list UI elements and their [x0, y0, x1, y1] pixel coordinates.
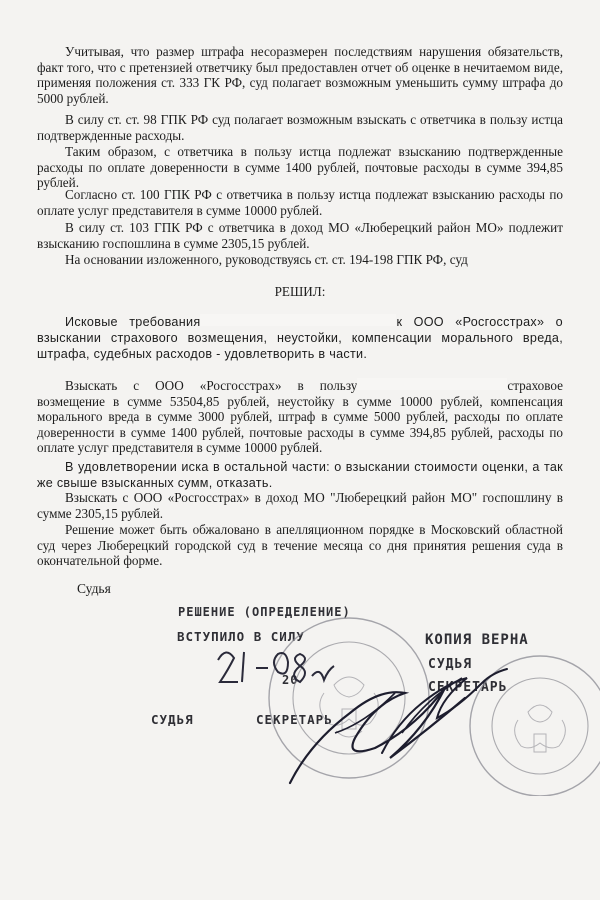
paragraph-penalty-reduction: Учитывая, что размер штрафа несоразмерен последствиям нарушения обязательств, факт того, что с претензией ответчику был предоставлен отчет об оценке в нечитаемом виде, применяя положения ст. 333 ГК РФ, суд полагает возможным уменьшить сумму штрафа до 5000 рублей. — [37, 44, 563, 106]
decision-heading — [37, 284, 563, 300]
stamp-year-prefix: 20 — [282, 673, 299, 687]
ruling-state-duty: Взыскать с ООО «Росгосстрах» в доход МО "Люберецкий район МО" госпошлину в сумме 2305,15 рублей. — [37, 490, 563, 521]
paragraph-representative-costs: Согласно ст. 100 ГПК РФ с ответчика в пользу истца подлежат взысканию расходы по оплате услуг представителя в сумме 10000 рублей. — [37, 187, 563, 218]
secretary-signature-icon — [372, 643, 522, 763]
paragraph-expenses-basis: В силу ст. ст. 98 ГПК РФ суд полагает возможным взыскать с ответчика в пользу истца подтвержденные расходы. — [37, 112, 563, 143]
paragraph-grounds: На основании изложенного, руководствуясь ст. ст. 194-198 ГПК РФ, суд — [65, 252, 468, 267]
stamp-copy-true: КОПИЯ ВЕРНА — [425, 632, 529, 648]
ruling-claims-rest: к ООО «Росгосстрах» о взыскании страхового возмещения, неустойки, компенсации морального вреда, штрафа, судебных расходов - удовлетворить в части. — [37, 315, 563, 361]
ruling-claims-start: Исковые требования — [65, 315, 201, 329]
ruling-appeal: Решение может быть обжаловано в апелляционном порядке в Московский областной суд через Люберецкий городской суд в течение месяца со дня принятия решения суда в окончательной форме. — [37, 522, 563, 569]
eagle-emblem-icon — [515, 705, 566, 752]
paragraph-state-duty: В силу ст. 103 ГПК РФ с ответчика в доход МО «Люберецкий район МО» подлежит взысканию госпошлина в сумме 2305,15 рублей. — [37, 220, 563, 251]
judge-label: Судья — [77, 581, 111, 596]
stamp-entered-force-subtitle: ВСТУПИЛО В СИЛУ — [177, 629, 305, 644]
decision-heading-text: РЕШИЛ: — [274, 284, 326, 299]
ruling-claims — [37, 314, 563, 362]
stamp-right-secretary-label: СЕКРЕТАРЬ — [428, 680, 508, 695]
stamp-judge-label: СУДЬЯ — [151, 712, 194, 727]
ruling-recover-rest: страховое возмещение в сумме 53504,85 рублей, неустойку в сумме 10000 рублей, компенсация морального вреда в сумме 3000 рублей, штраф в сумме 5000 рублей, расходы по оплате доверенности в сумме 1400 рублей, почтовые расходы в сумме 394,85 рублей, расходы по оплате услуг представителя в сумме 10000 рублей. — [37, 378, 563, 456]
ruling-rejection: В удовлетворении иска в остальной части: о взыскании стоимости оценки, а так же свыше взысканных сумм, отказать. — [37, 460, 563, 490]
ruling-recover-from-rosgosstrakh — [37, 378, 563, 456]
stamp-secretary-label: СЕКРЕТАРЬ — [256, 712, 333, 727]
stamp-entered-force-title: РЕШЕНИЕ (ОПРЕДЕЛЕНИЕ) — [178, 605, 351, 619]
redacted-plaintiff-name-2 — [357, 378, 507, 390]
stamp-right-judge-label: СУДЬЯ — [428, 657, 473, 672]
ruling-recover-start: Взыскать с ООО «Росгосстрах» в пользу — [65, 378, 358, 393]
paragraph-confirmed-expenses: Таким образом, с ответчика в пользу истца подлежат взысканию подтвержденные расходы по оплате доверенности в сумме 1400 рублей, почтовые расходы в сумме 394,85 рублей. — [37, 144, 563, 191]
redacted-plaintiff-name — [200, 314, 396, 326]
